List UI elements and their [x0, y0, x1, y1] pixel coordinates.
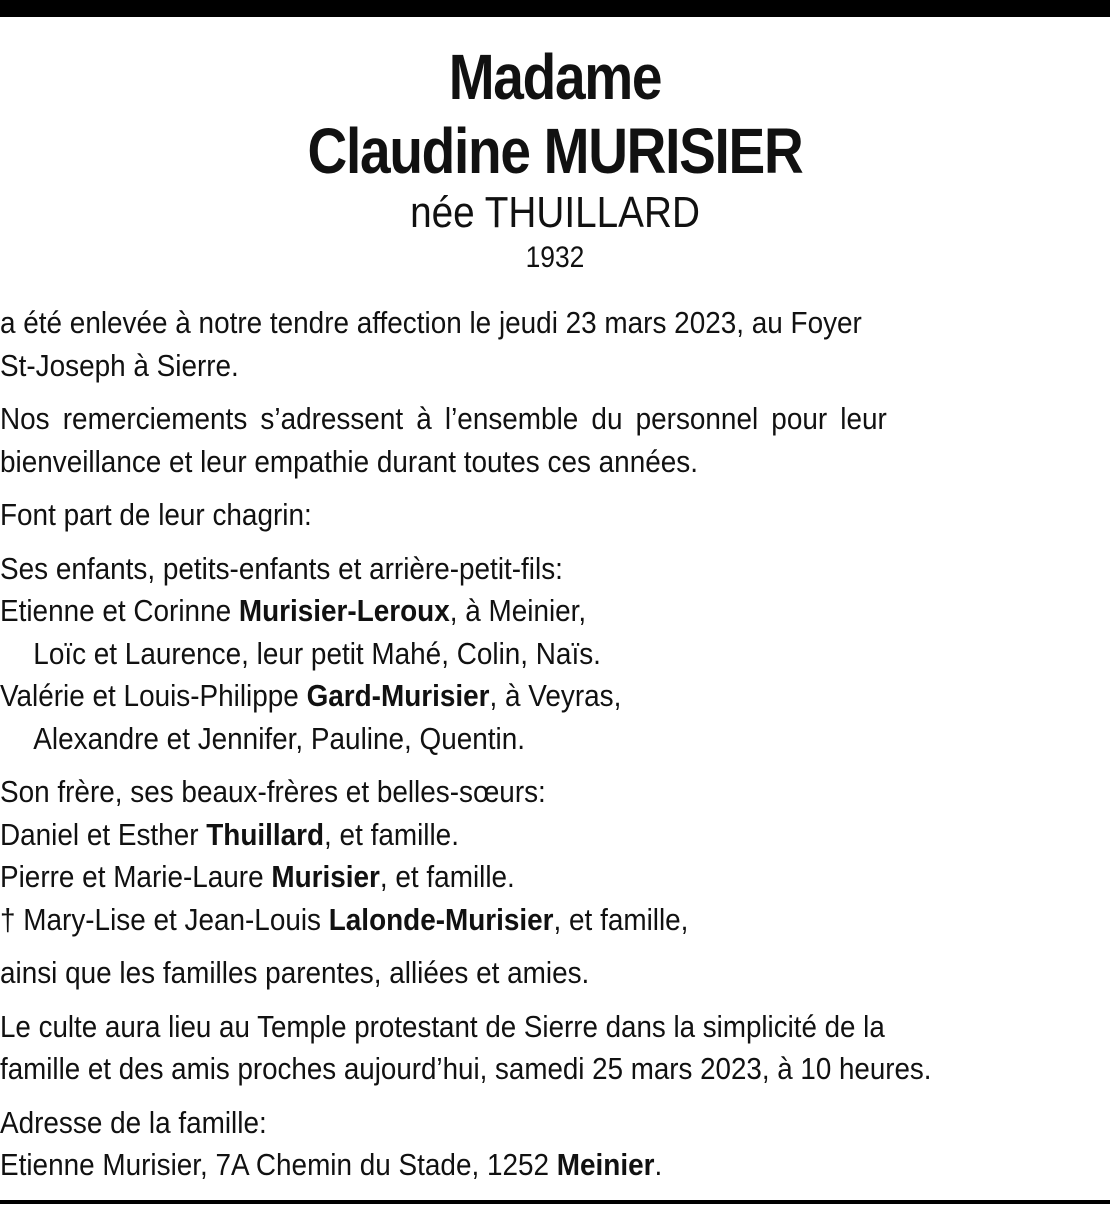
child-2-line — [0, 675, 999, 718]
deceased-name: Claudine MURISIER — [307, 115, 803, 187]
child-2-surname: Gard-Murisier — [306, 678, 490, 713]
sibling-3-line — [0, 899, 999, 942]
sibling-2-line — [0, 856, 999, 899]
thanks-line-1: Nos remerciements s’adressent à l’ensemble du personnel pour leur — [0, 401, 887, 436]
bottom-rule — [0, 1200, 1110, 1204]
top-rule — [0, 0, 1110, 17]
announcement-line-1: a été enlevée à notre tendre affection le jeudi 23 mars 2023, au Foyer — [0, 305, 862, 340]
address-section — [0, 1102, 1110, 1187]
child-1-line — [0, 590, 999, 633]
service-paragraph — [0, 1006, 1110, 1091]
sibling-1-line — [0, 814, 999, 857]
sibling-2-suffix: , et famille. — [379, 859, 515, 894]
sibling-3-surname: Lalonde-Murisier — [328, 901, 554, 937]
families-text: ainsi que les familles parentes, alliées et amies. — [0, 955, 590, 990]
siblings-section — [0, 771, 1110, 941]
title-line-1: Madame — [448, 41, 662, 113]
service-line-1: Le culte aura lieu au Temple protestant de Sierre dans la simplicité de la — [0, 1008, 885, 1044]
grief-text: Font part de leur chagrin: — [0, 497, 312, 532]
address-heading: Adresse de la famille: — [0, 1104, 267, 1140]
sibling-1-suffix: , et famille. — [324, 816, 459, 852]
thanks-paragraph — [0, 398, 1110, 483]
families-paragraph — [0, 952, 1110, 995]
child-1-suffix: , à Meinier, — [449, 593, 587, 628]
child-1-surname: Murisier-Leroux — [238, 593, 450, 628]
address-line — [0, 1144, 999, 1187]
maiden-name: née THUILLARD — [410, 188, 700, 237]
address-prefix: Etienne Murisier, 7A Chemin du Stade, 1252 — [0, 1147, 557, 1182]
sibling-3-suffix: , et famille, — [553, 901, 689, 937]
sibling-1-prefix: Daniel et Esther — [0, 816, 207, 852]
announcement-paragraph — [0, 302, 1110, 387]
child-2-suffix: , à Veyras, — [489, 678, 622, 713]
children-heading: Ses enfants, petits-enfants et arrière-petit-fils: — [0, 550, 563, 586]
child-2-descendants: Alexandre et Jennifer, Pauline, Quentin. — [33, 720, 525, 756]
child-1-descendants: Loïc et Laurence, leur petit Mahé, Colin, Naïs. — [33, 635, 601, 671]
thanks-line-2: bienveillance et leur empathie durant toutes ces années. — [0, 443, 698, 479]
announcement-line-2: St-Joseph à Sierre. — [0, 347, 239, 383]
sibling-1-surname: Thuillard — [206, 816, 325, 852]
sibling-2-prefix: Pierre et Marie-Laure — [0, 859, 272, 894]
notice-body — [0, 302, 1110, 1198]
notice-header — [0, 40, 1110, 278]
sibling-3-prefix: † Mary-Lise et Jean-Louis — [0, 901, 329, 937]
children-section — [0, 548, 1110, 761]
child-1-prefix: Etienne et Corinne — [0, 593, 239, 628]
sibling-2-surname: Murisier — [271, 859, 380, 894]
service-line-2: famille et des amis proches aujourd’hui, samedi 25 mars 2023, à 10 heures. — [0, 1051, 932, 1086]
address-suffix: . — [654, 1147, 663, 1182]
grief-paragraph — [0, 494, 1110, 537]
birth-year: 1932 — [525, 241, 585, 274]
child-2-prefix: Valérie et Louis-Philippe — [0, 678, 307, 713]
address-city: Meinier — [556, 1147, 655, 1182]
siblings-heading: Son frère, ses beaux-frères et belles-sœurs: — [0, 774, 546, 809]
